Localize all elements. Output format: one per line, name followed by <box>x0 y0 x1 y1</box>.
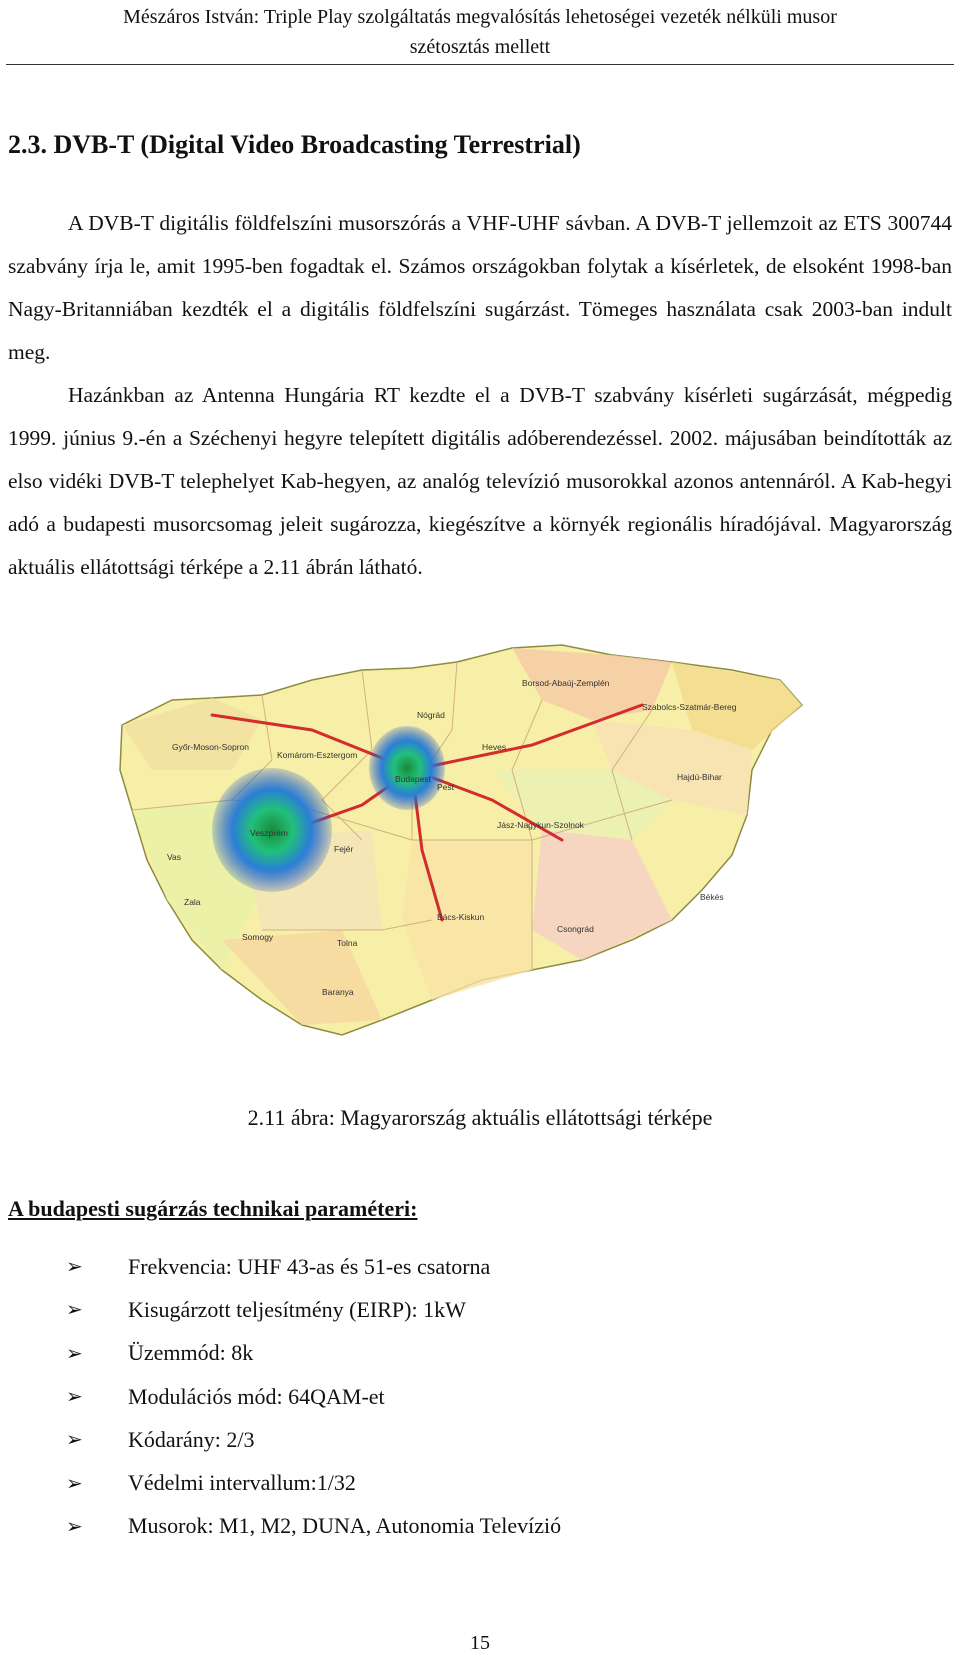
map-label-hajdu: Hajdú-Bihar <box>677 772 722 782</box>
header-divider <box>6 64 954 65</box>
map-label-jasz: Jász-Nagykun-Szolnok <box>497 820 584 830</box>
map-label-veszprem: Veszprém <box>250 828 288 838</box>
paragraph-2: Hazánkban az Antenna Hungária RT kezdte el a DVB-T szabvány kísérleti sugárzását, mégpedig 1999. június 9.-én a Széchenyi hegyre telepített digitális adóberendezéssel. 2002. májusában beindították az elso vidéki DVB-T telephelyet Kab-hegyen, az analóg televízió musorokkal azonos antennáról. A Kab-hegyi adó a budapesti musorcsomag jeleit sugározza, kiegészítve a környék regionális híradójával. Magyarország aktuális ellátottsági térképe a 2.11 ábrán látható. <box>8 383 952 579</box>
list-item-text: Védelmi intervallum:1/32 <box>128 1470 356 1496</box>
map-label-bacs: Bács-Kiskun <box>437 912 485 922</box>
list-item-text: Frekvencia: UHF 43-as és 51-es csatorna <box>128 1253 491 1279</box>
map-label-vas: Vas <box>167 852 182 862</box>
map-label-baranya: Baranya <box>322 987 354 997</box>
figure-caption: 2.11 ábra: Magyarország aktuális ellátottsági térképe <box>247 1105 713 1130</box>
arrow-bullet-icon: ➢ <box>66 1299 83 1322</box>
paragraph-1: A DVB-T digitális földfelszíni musorszórás a VHF-UHF sávban. A DVB-T jellemzoit az ETS 300744 szabvány írja le, amit 1995-ben fogadtak el. Számos országokban folytak a kísérletek, de elsoként 1998-ban Nagy-Britanniában kezdték el a digitális földfelszíni sugárzást. Tömeges használata csak 2003-ban indult meg. <box>8 211 952 364</box>
map-label-heves: Heves <box>482 742 507 752</box>
map-label-nograd: Nógrád <box>417 710 445 720</box>
map-label-zala: Zala <box>184 897 201 907</box>
page-number: 15 <box>470 1632 490 1654</box>
parameters-heading: A budapesti sugárzás technikai paraméteri: <box>8 1196 418 1221</box>
map-label-borsod: Borsod-Abaúj-Zemplén <box>522 678 610 688</box>
arrow-bullet-icon: ➢ <box>66 1515 83 1538</box>
list-item-text: Üzemmód: 8k <box>128 1340 254 1366</box>
list-item <box>66 1245 561 1288</box>
running-header-line-2: szétosztás mellett <box>409 36 551 58</box>
list-item <box>66 1332 561 1375</box>
arrow-bullet-icon: ➢ <box>66 1429 83 1452</box>
map-label-bekes: Békés <box>700 892 724 902</box>
list-item <box>66 1461 561 1504</box>
list-item-text: Musorok: M1, M2, DUNA, Autonomia Televízió <box>128 1513 562 1539</box>
map-svg <box>112 640 820 1060</box>
map-label-tolna: Tolna <box>337 938 358 948</box>
running-header-line-1: Mészáros István: Triple Play szolgáltatás megvalósítás lehetoségei vezeték nélküli musor <box>123 6 837 28</box>
body-text <box>8 202 952 589</box>
section-heading: 2.3. DVB-T (Digital Video Broadcasting Terrestrial) <box>8 130 581 159</box>
parameters-list <box>66 1245 561 1548</box>
list-item <box>66 1288 561 1331</box>
list-item-text: Kisugárzott teljesítmény (EIRP): 1kW <box>128 1296 466 1322</box>
arrow-bullet-icon: ➢ <box>66 1386 83 1409</box>
map-label-pest: Pest <box>437 782 455 792</box>
map-label-gyor: Győr-Moson-Sopron <box>172 742 250 752</box>
arrow-bullet-icon: ➢ <box>66 1256 83 1279</box>
map-label-somogy: Somogy <box>242 932 274 942</box>
map-label-szabolcs: Szabolcs-Szatmár-Bereg <box>642 702 737 712</box>
list-item-text: Kódarány: 2/3 <box>128 1426 255 1452</box>
map-label-csongrad: Csongrád <box>557 924 594 934</box>
arrow-bullet-icon: ➢ <box>66 1342 83 1365</box>
coverage-budapest <box>369 726 445 810</box>
map-label-budapest: Budapest <box>395 774 431 784</box>
map-label-fejer: Fejér <box>334 844 354 854</box>
list-item <box>66 1418 561 1461</box>
arrow-bullet-icon: ➢ <box>66 1472 83 1495</box>
list-item <box>66 1505 561 1548</box>
list-item-text: Modulációs mód: 64QAM-et <box>128 1383 385 1409</box>
list-item <box>66 1375 561 1418</box>
hungary-coverage-map <box>112 640 820 1060</box>
running-header <box>0 0 960 62</box>
map-label-komarom: Komárom-Esztergom <box>277 750 358 760</box>
